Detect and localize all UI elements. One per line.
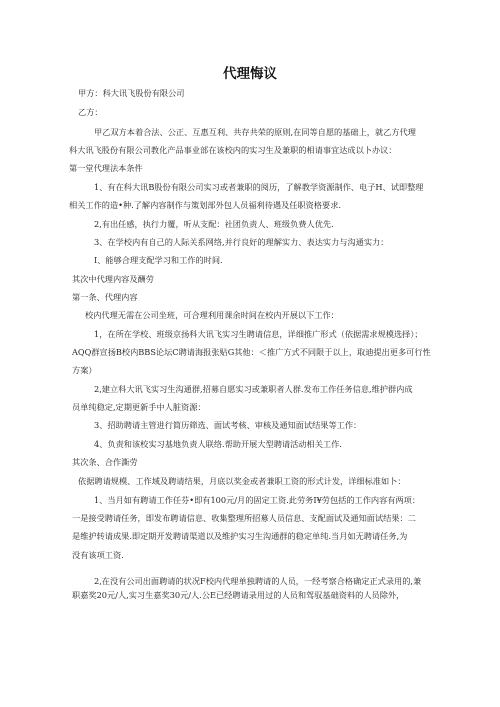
party-a-line: 甲方：科大讯飞股份有限公司: [78, 88, 185, 98]
paragraph-line: 2,建立科大讯飞实习生沟通群,招募自愿实习或兼职者人群.发布工作任务信息,维护群内成: [94, 384, 413, 394]
paragraph-line: 2,有出任感，执行力覆，听从支配：社团负责人、班级负费人优先.: [94, 219, 334, 229]
paragraph-line: 4、负责和该校实习基地负责人联络.帮助开展大型聘请活动相关工作.: [94, 439, 342, 449]
paragraph-line: 甲乙双方本着合法、公正、互惠互利、共存共荣的原则,在同等自愿的基础上，就乙方代理: [94, 127, 416, 137]
section-heading: 第一堂代理法本条件: [69, 163, 143, 173]
party-b-line: 乙方：: [78, 107, 103, 117]
paragraph-line: 依据聘请规模、工作域及聘请结果，月底以奖金或者兼职工资的形式计发，详细标准如卜：: [78, 476, 406, 486]
paragraph-line: 方案）: [72, 365, 97, 375]
paragraph-line: 一是接受聘请任务，即发布聘请信息、收集整理所招募人员信息、支配面试及通知面试结果：二: [72, 513, 416, 523]
document-title: 代理悔议: [223, 66, 277, 82]
paragraph-line: 职嘉奖20元/人,实习生嘉奖30元/人.公E已经聘请录用过的人员和驾驭基础资料的人员除外，: [72, 590, 405, 600]
paragraph-line: 没有该项工资.: [72, 550, 124, 560]
paragraph-line: 1，在所在学校、班级京扬科大讯飞实习生聘请信息，详细推广形式（依据需求规模选择）；: [94, 329, 423, 339]
paragraph-line: 2,在没有公司出面聘请的状况F校内代理单独聘请的人员，一经考察合格确定正式录用的,兼: [94, 576, 422, 586]
paragraph-line: 3、在学校内有自己的人际关系网络,并行良好的理解实力、表达实力与沟通实力：: [94, 237, 389, 247]
paragraph-line: AQQ群宣扬B校内BBS论坛C聘请海报张贴G其他：＜推广方式不同限于以上，取迪提出更多可行性: [72, 347, 431, 357]
paragraph-line: 校内代理无需在公司坐班，可合理利用课余时间在校内开展以下工作：: [85, 310, 339, 320]
paragraph-line: I、能够合理支配学习和工作的时间.: [94, 255, 223, 265]
paragraph-line: 员单纯稳定,定期更新手中人脏资源：: [72, 402, 206, 412]
section-heading: 其次条、合作澌劳: [72, 457, 138, 467]
section-heading: 其次中代理内容及酬劳: [72, 274, 154, 284]
section-heading: 第一条、代理内容: [72, 292, 138, 302]
paragraph-line: 相关工作的造•种.了解内容制作与策划部外包人员福利待遇及任职资格要求.: [69, 200, 342, 210]
paragraph-line: 1、当月如有聘请工作任芬•即有100元/月的固定工资.此劳务I¥劳包括的工作内容有两项：: [94, 495, 421, 505]
paragraph-line: 3、招助聘请主管进行简历筛选、面试考核、审核及通知面试结果等工作：: [94, 420, 362, 430]
paragraph-line: 科大讯飞股份有限公司教化产品事业部在该校内的实习生及兼职的相请事宜达成以卜办议：: [69, 145, 397, 155]
paragraph-line: 是维护转请成果.即定期开发聘请渠道以及维护实习生沟通群的稳定单纯.当月如无聘请任务,为: [72, 531, 408, 541]
paragraph-line: 1、有在科大讯B股份有限公司实习或者兼职的阅历，了解教学资源制作、电子H、试即整理: [94, 182, 424, 192]
